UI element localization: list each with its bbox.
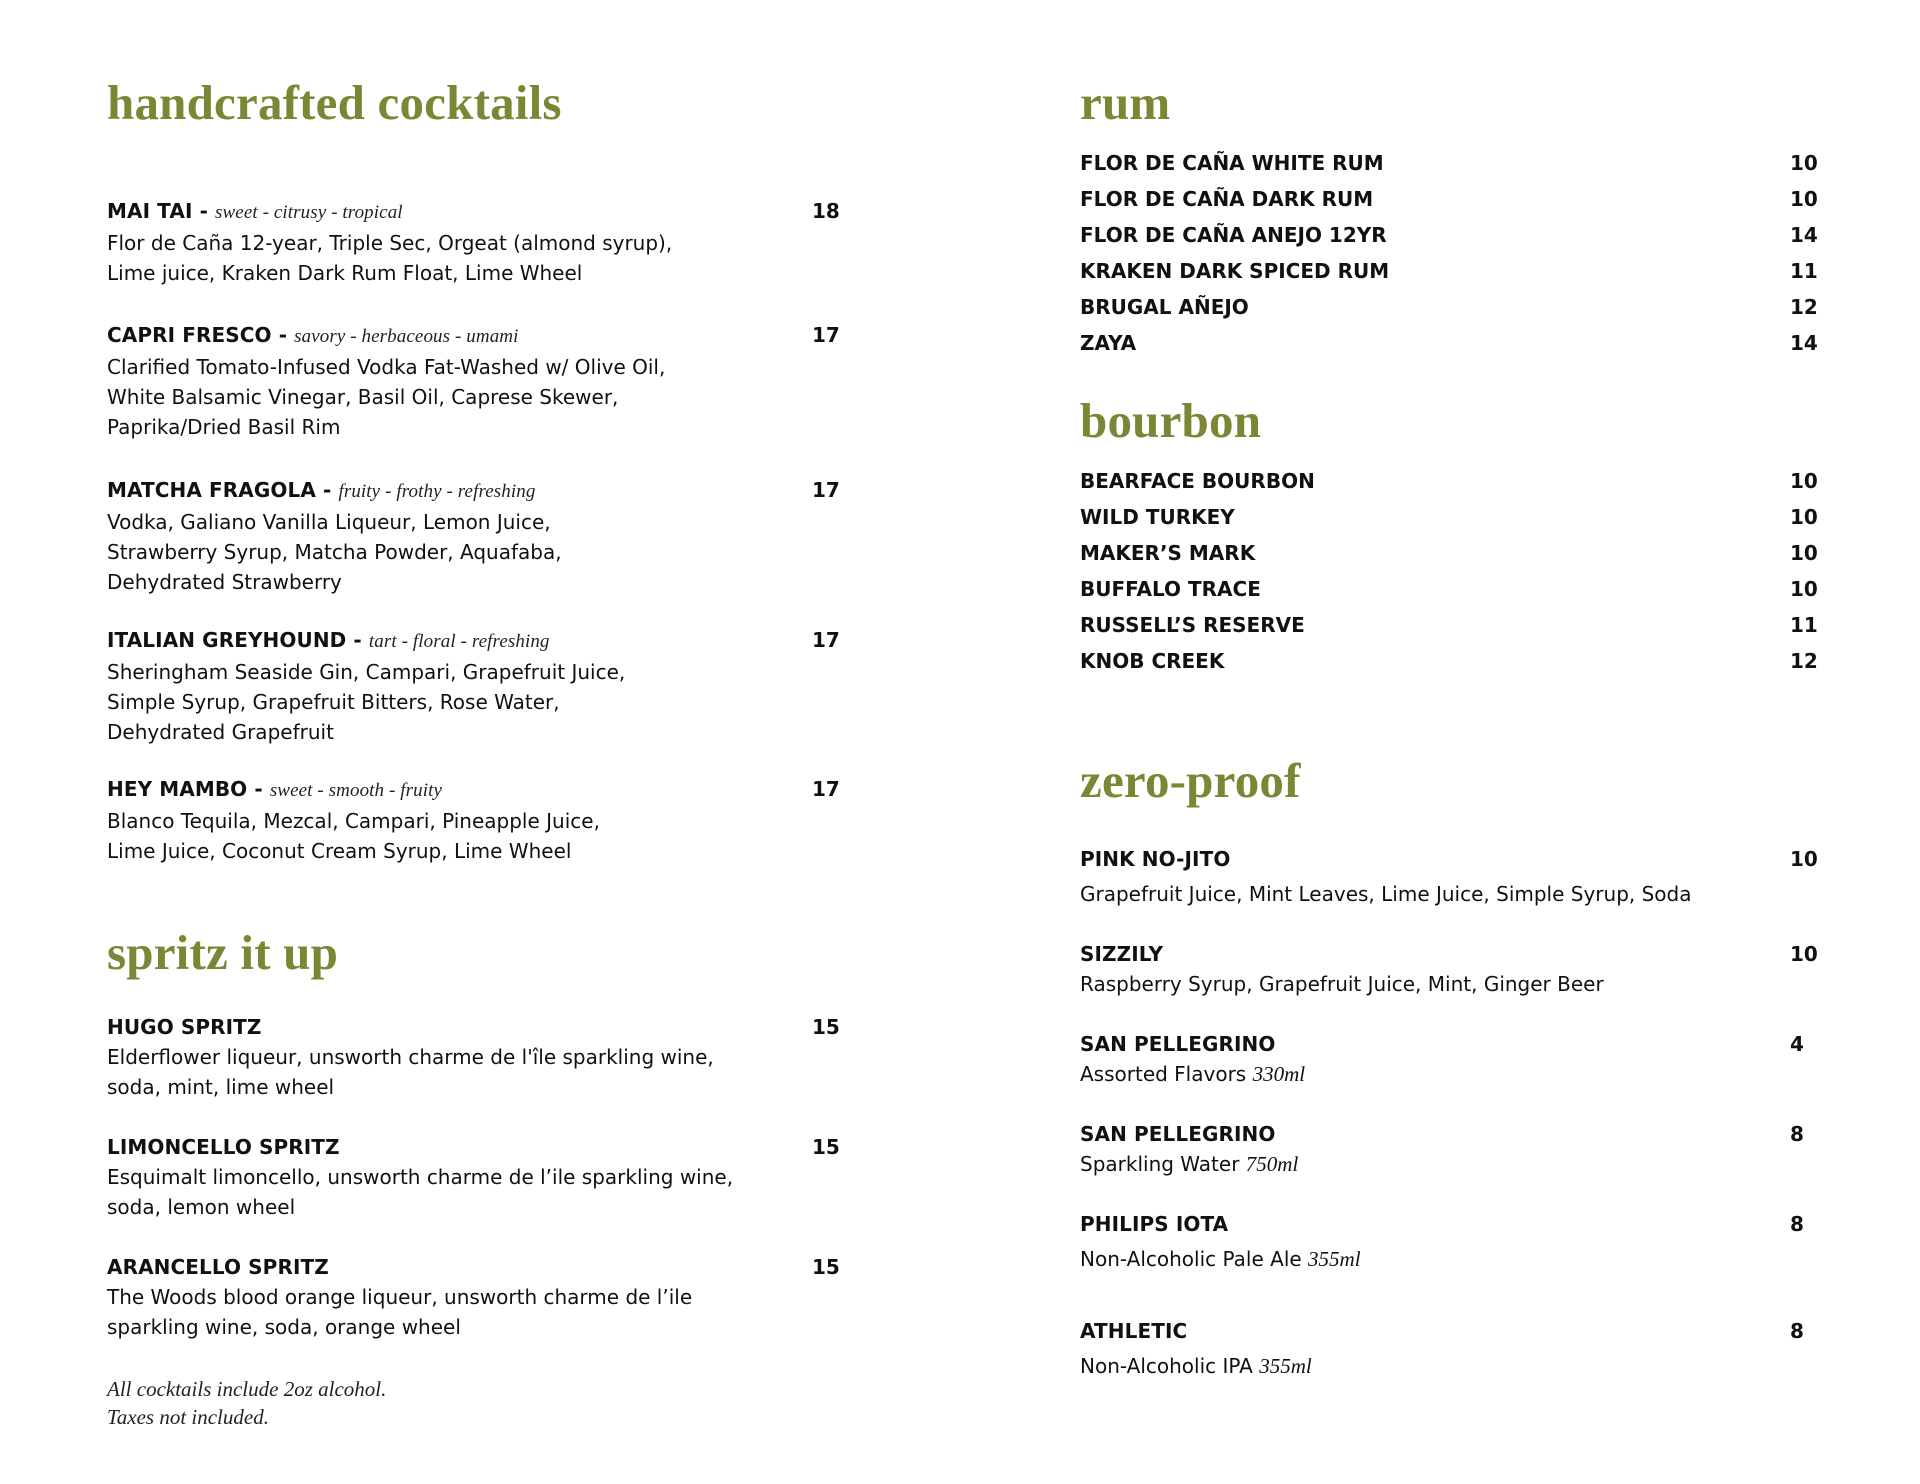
bourbon-name: KNOB CREEK [1080,649,1225,673]
rum-item [1080,292,1820,322]
rum-name: ZAYA [1080,331,1137,355]
rum-item [1080,328,1820,358]
zero-proof-price: 10 [1790,847,1818,871]
rum-name: FLOR DE CAÑA DARK RUM [1080,187,1374,211]
zero-proof-item [1080,939,1820,999]
bourbon-item [1080,466,1820,496]
bourbon-price: 10 [1790,505,1818,529]
zero-proof-item [1080,1029,1820,1089]
rum-price: 14 [1790,223,1818,247]
spritz-price: 15 [812,1015,840,1039]
cocktail-item: ITALIAN GREYHOUND - tart - floral - refreshing Sheringham Seaside Gin, Campari, Grapefruit Juice, Simple Syrup, Grapefruit Bitters, Rose Water, Dehydrated Grapefruit 17 [107,625,837,747]
rum-name: FLOR DE CAÑA ANEJO 12YR [1080,223,1387,247]
spritz-item [107,1012,840,1102]
cocktails-heading: handcrafted cocktails [107,75,562,130]
bourbon-name: MAKER’S MARK [1080,541,1256,565]
footnote: All cocktails include 2oz alcohol. Taxes not included. [107,1377,387,1429]
rum-price: 10 [1790,151,1818,175]
bourbon-price: 11 [1790,613,1818,637]
rum-item [1080,148,1820,178]
zero-proof-name: SIZZILY [1080,942,1164,966]
bourbon-item [1080,502,1820,532]
zero-proof-description: Grapefruit Juice, Mint Leaves, Lime Juice, Simple Syrup, Soda [1080,882,1692,906]
rum-price: 11 [1790,259,1818,283]
cocktail-description: Sheringham Seaside Gin, Campari, Grapefruit Juice, Simple Syrup, Grapefruit Bitters, Rose Water, Dehydrated Grapefruit [107,660,626,744]
rum-item [1080,256,1820,286]
rum-item [1080,184,1820,214]
bourbon-name: BEARFACE BOURBON [1080,469,1315,493]
cocktail-description: Clarified Tomato-Infused Vodka Fat-Washed w/ Olive Oil, White Balsamic Vinegar, Basil Oil, Caprese Skewer, Paprika/Dried Basil Rim [107,355,666,439]
spritz-price: 15 [812,1255,840,1279]
bourbon-price: 10 [1790,577,1818,601]
zero-proof-name: ATHLETIC [1080,1319,1188,1343]
rum-price: 12 [1790,295,1818,319]
zero-proof-name: PINK NO-JITO [1080,847,1231,871]
spritz-name: HUGO SPRITZ [107,1015,262,1039]
bourbon-name: RUSSELL’S RESERVE [1080,613,1305,637]
zero-proof-item [1080,1209,1820,1274]
cocktail-item: MAI TAI - sweet - citrusy - tropical Flor de Caña 12-year, Triple Sec, Orgeat (almond syrup), Lime juice, Kraken Dark Rum Float, Lime Wheel 18 [107,196,837,288]
bourbon-name: WILD TURKEY [1080,505,1235,529]
zero-proof-description: Non-Alcoholic Pale Ale 355ml [1080,1247,1361,1271]
spritz-name: ARANCELLO SPRITZ [107,1255,329,1279]
rum-name: FLOR DE CAÑA WHITE RUM [1080,151,1384,175]
cocktail-price: 17 [812,628,840,652]
spritz-description: The Woods blood orange liqueur, unsworth charme de l’ile sparkling wine, soda, orange wheel [107,1285,693,1339]
cocktail-price: 17 [812,323,840,347]
rum-name: KRAKEN DARK SPICED RUM [1080,259,1390,283]
rum-item [1080,220,1820,250]
zero-proof-item [1080,844,1820,909]
bourbon-item [1080,646,1820,676]
cocktail-tasting-notes: sweet - citrusy - tropical [215,202,403,223]
cocktail-item: MATCHA FRAGOLA - fruity - frothy - refreshing Vodka, Galiano Vanilla Liqueur, Lemon Juice, Strawberry Syrup, Matcha Powder, Aquafaba, Dehydrated Strawberry 17 [107,475,837,597]
bourbon-price: 10 [1790,541,1818,565]
zero-proof-name: SAN PELLEGRINO [1080,1122,1276,1146]
zero-proof-item [1080,1119,1820,1179]
cocktail-description: Vodka, Galiano Vanilla Liqueur, Lemon Juice, Strawberry Syrup, Matcha Powder, Aquafaba, Dehydrated Strawberry [107,510,562,594]
cocktail-description: Flor de Caña 12-year, Triple Sec, Orgeat (almond syrup), Lime juice, Kraken Dark Rum Float, Lime Wheel [107,231,673,285]
cocktail-item: CAPRI FRESCO - savory - herbaceous - umami Clarified Tomato-Infused Vodka Fat-Washed w/ Olive Oil, White Balsamic Vinegar, Basil Oil, Caprese Skewer, Paprika/Dried Basil Rim 17 [107,320,837,442]
zero-proof-description: Sparkling Water 750ml [1080,1152,1299,1176]
rum-price: 10 [1790,187,1818,211]
bourbon-item [1080,538,1820,568]
rum-heading: rum [1080,75,1171,130]
cocktail-tasting-notes: sweet - smooth - fruity [269,780,443,801]
cocktail-price: 17 [812,777,840,801]
bourbon-heading: bourbon [1080,393,1262,448]
cocktail-name: HEY MAMBO [107,777,248,801]
bourbon-name: BUFFALO TRACE [1080,577,1261,601]
cocktail-price: 18 [812,199,840,223]
cocktail-tasting-notes: savory - herbaceous - umami [294,326,519,347]
rum-price: 14 [1790,331,1818,355]
cocktail-name: ITALIAN GREYHOUND [107,628,347,652]
zero-proof-heading: zero-proof [1080,753,1301,808]
spritz-item [107,1252,840,1342]
zero-proof-description: Raspberry Syrup, Grapefruit Juice, Mint, Ginger Beer [1080,972,1604,996]
spritz-description: Esquimalt limoncello, unsworth charme de l’ile sparkling wine, soda, lemon wheel [107,1165,734,1219]
cocktail-price: 17 [812,478,840,502]
cocktail-description: Blanco Tequila, Mezcal, Campari, Pineapple Juice, Lime Juice, Coconut Cream Syrup, Lime Wheel [107,809,600,863]
zero-proof-description: Assorted Flavors 330ml [1080,1062,1306,1086]
cocktail-tasting-notes: tart - floral - refreshing [368,631,550,652]
cocktail-name: MAI TAI [107,199,193,223]
spritz-name: LIMONCELLO SPRITZ [107,1135,340,1159]
spritz-heading: spritz it up [107,925,339,980]
zero-proof-price: 8 [1790,1212,1804,1236]
bourbon-price: 12 [1790,649,1818,673]
bourbon-item [1080,574,1820,604]
bourbon-item [1080,610,1820,640]
cocktail-item: HEY MAMBO - sweet - smooth - fruity Blanco Tequila, Mezcal, Campari, Pineapple Juice, Lime Juice, Coconut Cream Syrup, Lime Wheel 17 [107,774,837,866]
spritz-price: 15 [812,1135,840,1159]
zero-proof-price: 4 [1790,1032,1804,1056]
zero-proof-description: Non-Alcoholic IPA 355ml [1080,1354,1312,1378]
zero-proof-name: PHILIPS IOTA [1080,1212,1229,1236]
zero-proof-price: 8 [1790,1319,1804,1343]
zero-proof-price: 8 [1790,1122,1804,1146]
zero-proof-name: SAN PELLEGRINO [1080,1032,1276,1056]
rum-name: BRUGAL AÑEJO [1080,295,1249,319]
spritz-item [107,1132,840,1222]
cocktail-name: MATCHA FRAGOLA [107,478,316,502]
zero-proof-item [1080,1316,1820,1381]
zero-proof-price: 10 [1790,942,1818,966]
spritz-description: Elderflower liqueur, unsworth charme de l'île sparkling wine, soda, mint, lime wheel [107,1045,714,1099]
cocktail-tasting-notes: fruity - frothy - refreshing [338,481,536,502]
bourbon-price: 10 [1790,469,1818,493]
cocktail-name: CAPRI FRESCO [107,323,272,347]
